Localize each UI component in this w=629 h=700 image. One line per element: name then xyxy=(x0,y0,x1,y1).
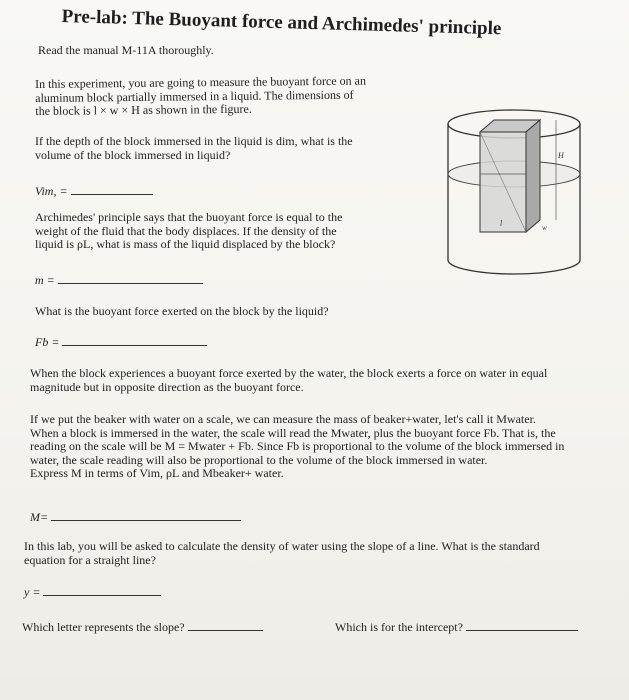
slope-question-text: Which letter represents the slope? xyxy=(22,620,185,634)
y-blank[interactable] xyxy=(43,585,161,596)
scale-line-4: water, the scale reading will also be proportional to the volume of the block immersed in water. xyxy=(30,452,488,467)
fb-blank[interactable] xyxy=(62,335,207,346)
m-label: m = xyxy=(35,273,55,287)
intercept-blank[interactable] xyxy=(466,620,578,631)
fb-label: Fb = xyxy=(35,335,60,349)
mass-answer xyxy=(35,273,203,287)
vim-blank[interactable] xyxy=(71,184,153,195)
slope-question xyxy=(22,620,263,634)
lab-paragraph xyxy=(24,540,540,567)
intro-line-3: the block is l × w × H as shown in the figure. xyxy=(35,101,252,118)
lab-line-1: In this lab, you will be asked to calculate the density of water using the slope of a line. What is the standard xyxy=(24,539,540,553)
beaker-bottom xyxy=(448,260,580,274)
reaction-paragraph xyxy=(30,367,547,394)
scale-line-5: Express M in terms of Vim, ρL and Mbeaker+ water. xyxy=(30,466,284,480)
beaker-block-figure xyxy=(440,102,588,282)
lab-line-2: equation for a straight line? xyxy=(24,552,156,567)
M-blank[interactable] xyxy=(51,510,241,521)
y-label: y = xyxy=(24,585,41,599)
depth-question xyxy=(35,135,353,162)
intercept-question xyxy=(335,620,578,634)
slope-blank[interactable] xyxy=(188,620,263,631)
y-answer xyxy=(24,585,161,599)
buoyant-question: What is the buoyant force exerted on the block by the liquid? xyxy=(35,304,329,318)
vim-label: Vim, = xyxy=(35,184,68,198)
intro-line-2: aluminum block partially immersed in a liquid. The dimensions of xyxy=(35,87,354,105)
archimedes-line-2: weight of the fluid that the body displaces. If the density of the xyxy=(35,223,337,238)
archimedes-line-3: liquid is ρL, what is mass of the liquid displaced by the block? xyxy=(35,237,336,251)
scale-line-1: If we put the beaker with water on a scale, we can measure the mass of beaker+water, let's call it Mwater. xyxy=(30,412,536,426)
vim-answer xyxy=(35,184,153,198)
block-side-face xyxy=(526,120,540,232)
intro-line-1: In this experiment, you are going to measure the buoyant force on an xyxy=(34,73,367,91)
reaction-line-2: magnitude but in opposite direction as the buoyant force. xyxy=(30,379,304,394)
m-blank[interactable] xyxy=(58,273,203,284)
read-manual-instruction: Read the manual M-11A thoroughly. xyxy=(38,43,214,57)
depth-question-line-1: If the depth of the block immersed in the liquid is dim, what is the xyxy=(35,134,353,148)
label-w: w xyxy=(542,224,547,232)
scale-line-3: reading on the scale will be M = Mwater + Fb. Since Fb is proportional to the volume of the block immersed in xyxy=(30,439,565,453)
M-label: M= xyxy=(30,510,49,524)
fb-answer xyxy=(35,335,207,349)
intercept-question-text: Which is for the intercept? xyxy=(335,620,463,634)
reaction-line-1: When the block experiences a buoyant force exerted by the water, the block exerts a force on water in equal xyxy=(30,366,548,380)
M-answer xyxy=(30,510,241,524)
label-l: l xyxy=(500,219,503,228)
intro-paragraph xyxy=(35,75,366,119)
scale-paragraph xyxy=(30,413,564,481)
archimedes-paragraph xyxy=(35,211,342,252)
scale-line-2: When a block is immersed in the water, the scale will read the Mwater, plus the buoyant force Fb. That is, the xyxy=(30,425,556,440)
page-title: Pre-lab: The Buoyant force and Archimedes' principle xyxy=(61,6,502,40)
depth-question-line-2: volume of the block immersed in liquid? xyxy=(35,147,231,162)
archimedes-line-1: Archimedes' principle says that the buoyant force is equal to the xyxy=(35,210,343,224)
label-H: H xyxy=(558,151,564,160)
